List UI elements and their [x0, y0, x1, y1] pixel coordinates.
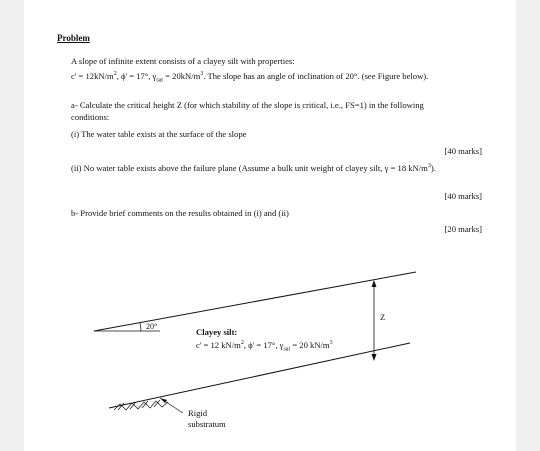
angle-arc: [140, 323, 141, 331]
prop-c-exp: 2: [113, 71, 117, 78]
base-plane-line: [109, 343, 410, 408]
material-phi: , ϕ' = 17°, γ: [243, 340, 284, 350]
part-a-i-marks: [40 marks]: [444, 146, 482, 156]
prop-gamma-exp: 3: [200, 71, 204, 78]
material-gamma-sub: sat: [283, 346, 291, 353]
part-a-ii-lead: (ii) No water table exists above the failure plane (Assume a bulk unit weight of clayey silt, γ = 18 kN/m: [71, 163, 428, 173]
prop-c: c' = 12kN/m: [71, 71, 114, 81]
part-a-ii-marks: [40 marks]: [444, 191, 482, 201]
height-z-arrow-top: [372, 280, 377, 287]
material-c: c' = 12 kN/m: [196, 340, 241, 350]
height-z-arrow-bottom: [372, 354, 377, 361]
intro-text: A slope of infinite extent consists of a clayey silt with properties:: [71, 56, 295, 66]
material-gamma: = 20 kN/m: [290, 340, 330, 350]
prop-gamma: = 20kN/m: [163, 71, 201, 81]
part-a-ii-exp: 3: [427, 163, 431, 170]
material-title: Clayey silt:: [196, 327, 238, 337]
material-c-exp: 2: [240, 340, 244, 347]
base-label-rigid: Rigid: [188, 408, 208, 418]
part-b-marks: [20 marks]: [444, 224, 482, 234]
part-b-text: b- Provide brief comments on the results obtained in (i) and (ii): [71, 208, 289, 218]
material-gamma-exp: 3: [329, 340, 333, 347]
part-a-ii-end: ).: [430, 163, 436, 173]
part-a-text: a- Calculate the critical height Z (for which stability of the slope is critical, i.e., FS=1) in the following conditions:: [71, 100, 424, 122]
problem-heading: Problem: [57, 33, 90, 43]
base-label-substratum: substratum: [188, 419, 226, 429]
part-a-i-text: (i) The water table exists at the surface of the slope: [71, 129, 247, 139]
ground-surface-line: [94, 272, 416, 331]
prop-rest: . The slope has an angle of inclination of 20°. (see Figure below).: [203, 71, 429, 81]
angle-label: 20°: [146, 322, 158, 331]
prop-gamma-sub: sat: [156, 77, 163, 84]
material-properties: [196, 340, 333, 351]
prop-phi: , ϕ' = 17°, γ: [116, 71, 157, 81]
z-label: Z: [380, 312, 386, 322]
